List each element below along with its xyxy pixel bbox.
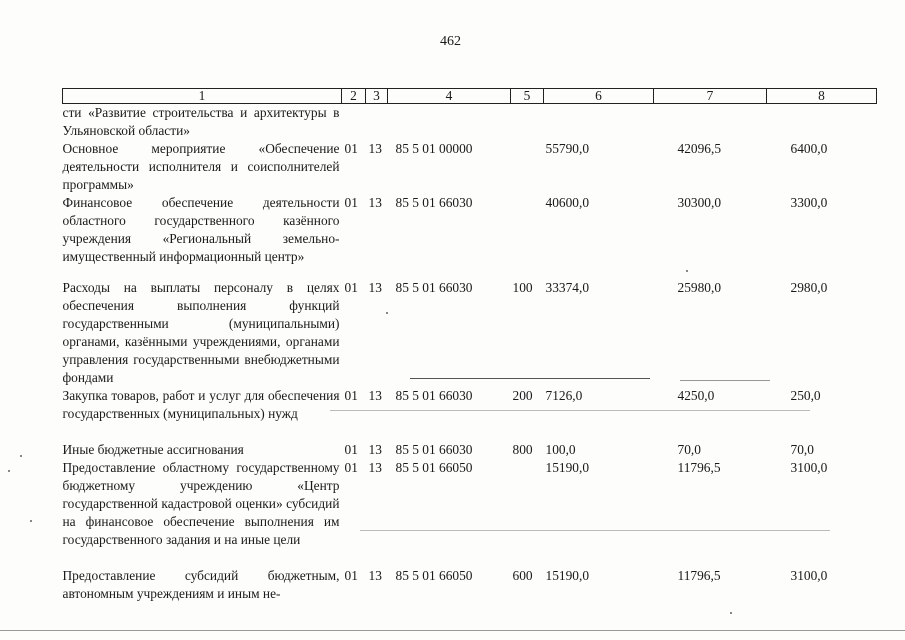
cell-amount-1: 100,0: [545, 442, 576, 457]
cell-subsection: 13: [368, 568, 382, 583]
cell-amount-2: 42096,5: [677, 141, 722, 156]
cell-amount-1: [544, 104, 654, 141]
cell-subsection: 13: [368, 141, 382, 156]
scan-artifact: [680, 380, 770, 381]
cell-amount-2: 70,0: [677, 442, 701, 457]
scan-artifact: [30, 520, 32, 522]
cell-target-article: 85 5 01 00000: [395, 141, 473, 156]
table-row: [63, 567, 877, 603]
scan-artifact: [330, 410, 810, 411]
cell-target-article: 85 5 01 66030: [395, 280, 473, 295]
cell-section: 01: [344, 460, 358, 475]
cell-section: 01: [344, 141, 358, 156]
column-header: 2: [342, 89, 366, 104]
column-header: 5: [511, 89, 544, 104]
column-header: 6: [544, 89, 654, 104]
cell-amount-1: 40600,0: [545, 195, 590, 210]
cell-section: 01: [344, 568, 358, 583]
cell-amount-1: 33374,0: [545, 280, 590, 295]
cell-amount-3: 3300,0: [790, 195, 828, 210]
scan-artifact: [730, 612, 732, 614]
row-name: Финансовое обеспечение деятельности областного государственного казённого учреждения «Региональный земельно-имущественный информационный центр»: [62, 195, 340, 264]
scan-artifact: [20, 455, 22, 457]
cell-target-article: [388, 104, 511, 141]
cell-amount-2: 11796,5: [677, 460, 721, 475]
cell-target-article: 85 5 01 66030: [395, 195, 473, 210]
cell-expense-type: [511, 194, 544, 279]
cell-section: 01: [344, 442, 358, 457]
cell-expense-type: [511, 140, 544, 194]
row-name: Предоставление областному государственному бюджетному учреждению «Центр государственной кадастровой оценки» субсидий на финансовое обеспечение выполнения им государственного задания и на иные цели: [62, 460, 340, 547]
cell-section: [342, 104, 366, 141]
cell-amount-3: 70,0: [790, 442, 814, 457]
row-name: Закупка товаров, работ и услуг для обеспечения государственных (муниципальных) нужд: [62, 388, 340, 421]
cell-amount-1: 55790,0: [545, 141, 590, 156]
table-row: [63, 441, 877, 459]
cell-target-article: 85 5 01 66050: [395, 460, 473, 475]
table-row: [63, 140, 877, 194]
column-header: 3: [366, 89, 388, 104]
cell-subsection: 13: [368, 280, 382, 295]
cell-expense-type: 200: [512, 388, 533, 403]
cell-amount-2: 4250,0: [677, 388, 715, 403]
column-header: 1: [63, 89, 342, 104]
header-row: [63, 89, 877, 104]
cell-amount-3: 6400,0: [790, 141, 828, 156]
table-row: [63, 387, 877, 441]
scan-artifact: [0, 630, 905, 631]
column-header: 7: [654, 89, 767, 104]
cell-expense-type: [511, 104, 544, 141]
cell-amount-3: [767, 104, 877, 141]
cell-amount-3: 2980,0: [790, 280, 828, 295]
table-row: [63, 279, 877, 387]
cell-amount-3: 3100,0: [790, 460, 828, 475]
cell-amount-3: 250,0: [790, 388, 821, 403]
cell-amount-2: 11796,5: [677, 568, 721, 583]
cell-subsection: 13: [368, 460, 382, 475]
cell-target-article: 85 5 01 66030: [395, 388, 473, 403]
page-number: 462: [440, 34, 461, 49]
table-row: [63, 194, 877, 279]
cell-section: 01: [344, 280, 358, 295]
cell-amount-2: [654, 104, 767, 141]
cell-subsection: [366, 104, 388, 141]
cell-amount-1: 7126,0: [545, 388, 583, 403]
cell-amount-1: 15190,0: [545, 460, 590, 475]
scan-artifact: [410, 378, 650, 379]
cell-amount-1: 15190,0: [545, 568, 590, 583]
cell-subsection: 13: [368, 442, 382, 457]
row-name: сти «Развитие строительства и архитектуры в Ульяновской области»: [62, 105, 340, 138]
cell-amount-2: 25980,0: [677, 280, 722, 295]
cell-expense-type: 100: [512, 280, 533, 295]
cell-target-article: 85 5 01 66030: [395, 442, 473, 457]
row-name: Иные бюджетные ассигнования: [62, 442, 244, 457]
cell-subsection: 13: [368, 195, 382, 210]
row-name: Предоставление субсидий бюджетным, автономным учреждениям и иным не-: [62, 568, 340, 601]
cell-amount-3: 3100,0: [790, 568, 828, 583]
budget-table: [62, 88, 877, 603]
cell-section: 01: [344, 388, 358, 403]
cell-expense-type: 600: [512, 568, 533, 583]
column-header: 8: [767, 89, 877, 104]
scan-artifact: [386, 312, 388, 314]
row-name: Расходы на выплаты персоналу в целях обеспечения выполнения функций государственными (муниципальными) органами, казёнными учреждениями, органами управления государственными внебюджетными фондами: [62, 280, 340, 385]
table-row: [63, 459, 877, 567]
column-header: 4: [388, 89, 511, 104]
cell-expense-type: 800: [512, 442, 533, 457]
cell-amount-2: 30300,0: [677, 195, 722, 210]
scan-artifact: [686, 270, 688, 272]
cell-section: 01: [344, 195, 358, 210]
cell-target-article: 85 5 01 66050: [395, 568, 473, 583]
scan-artifact: [8, 470, 10, 472]
cell-subsection: 13: [368, 388, 382, 403]
row-name: Основное мероприятие «Обеспечение деятельности исполнителя и соисполнителей программы»: [62, 141, 340, 192]
cell-expense-type: [511, 459, 544, 567]
table-row: [63, 104, 877, 141]
scan-artifact: [360, 530, 830, 531]
